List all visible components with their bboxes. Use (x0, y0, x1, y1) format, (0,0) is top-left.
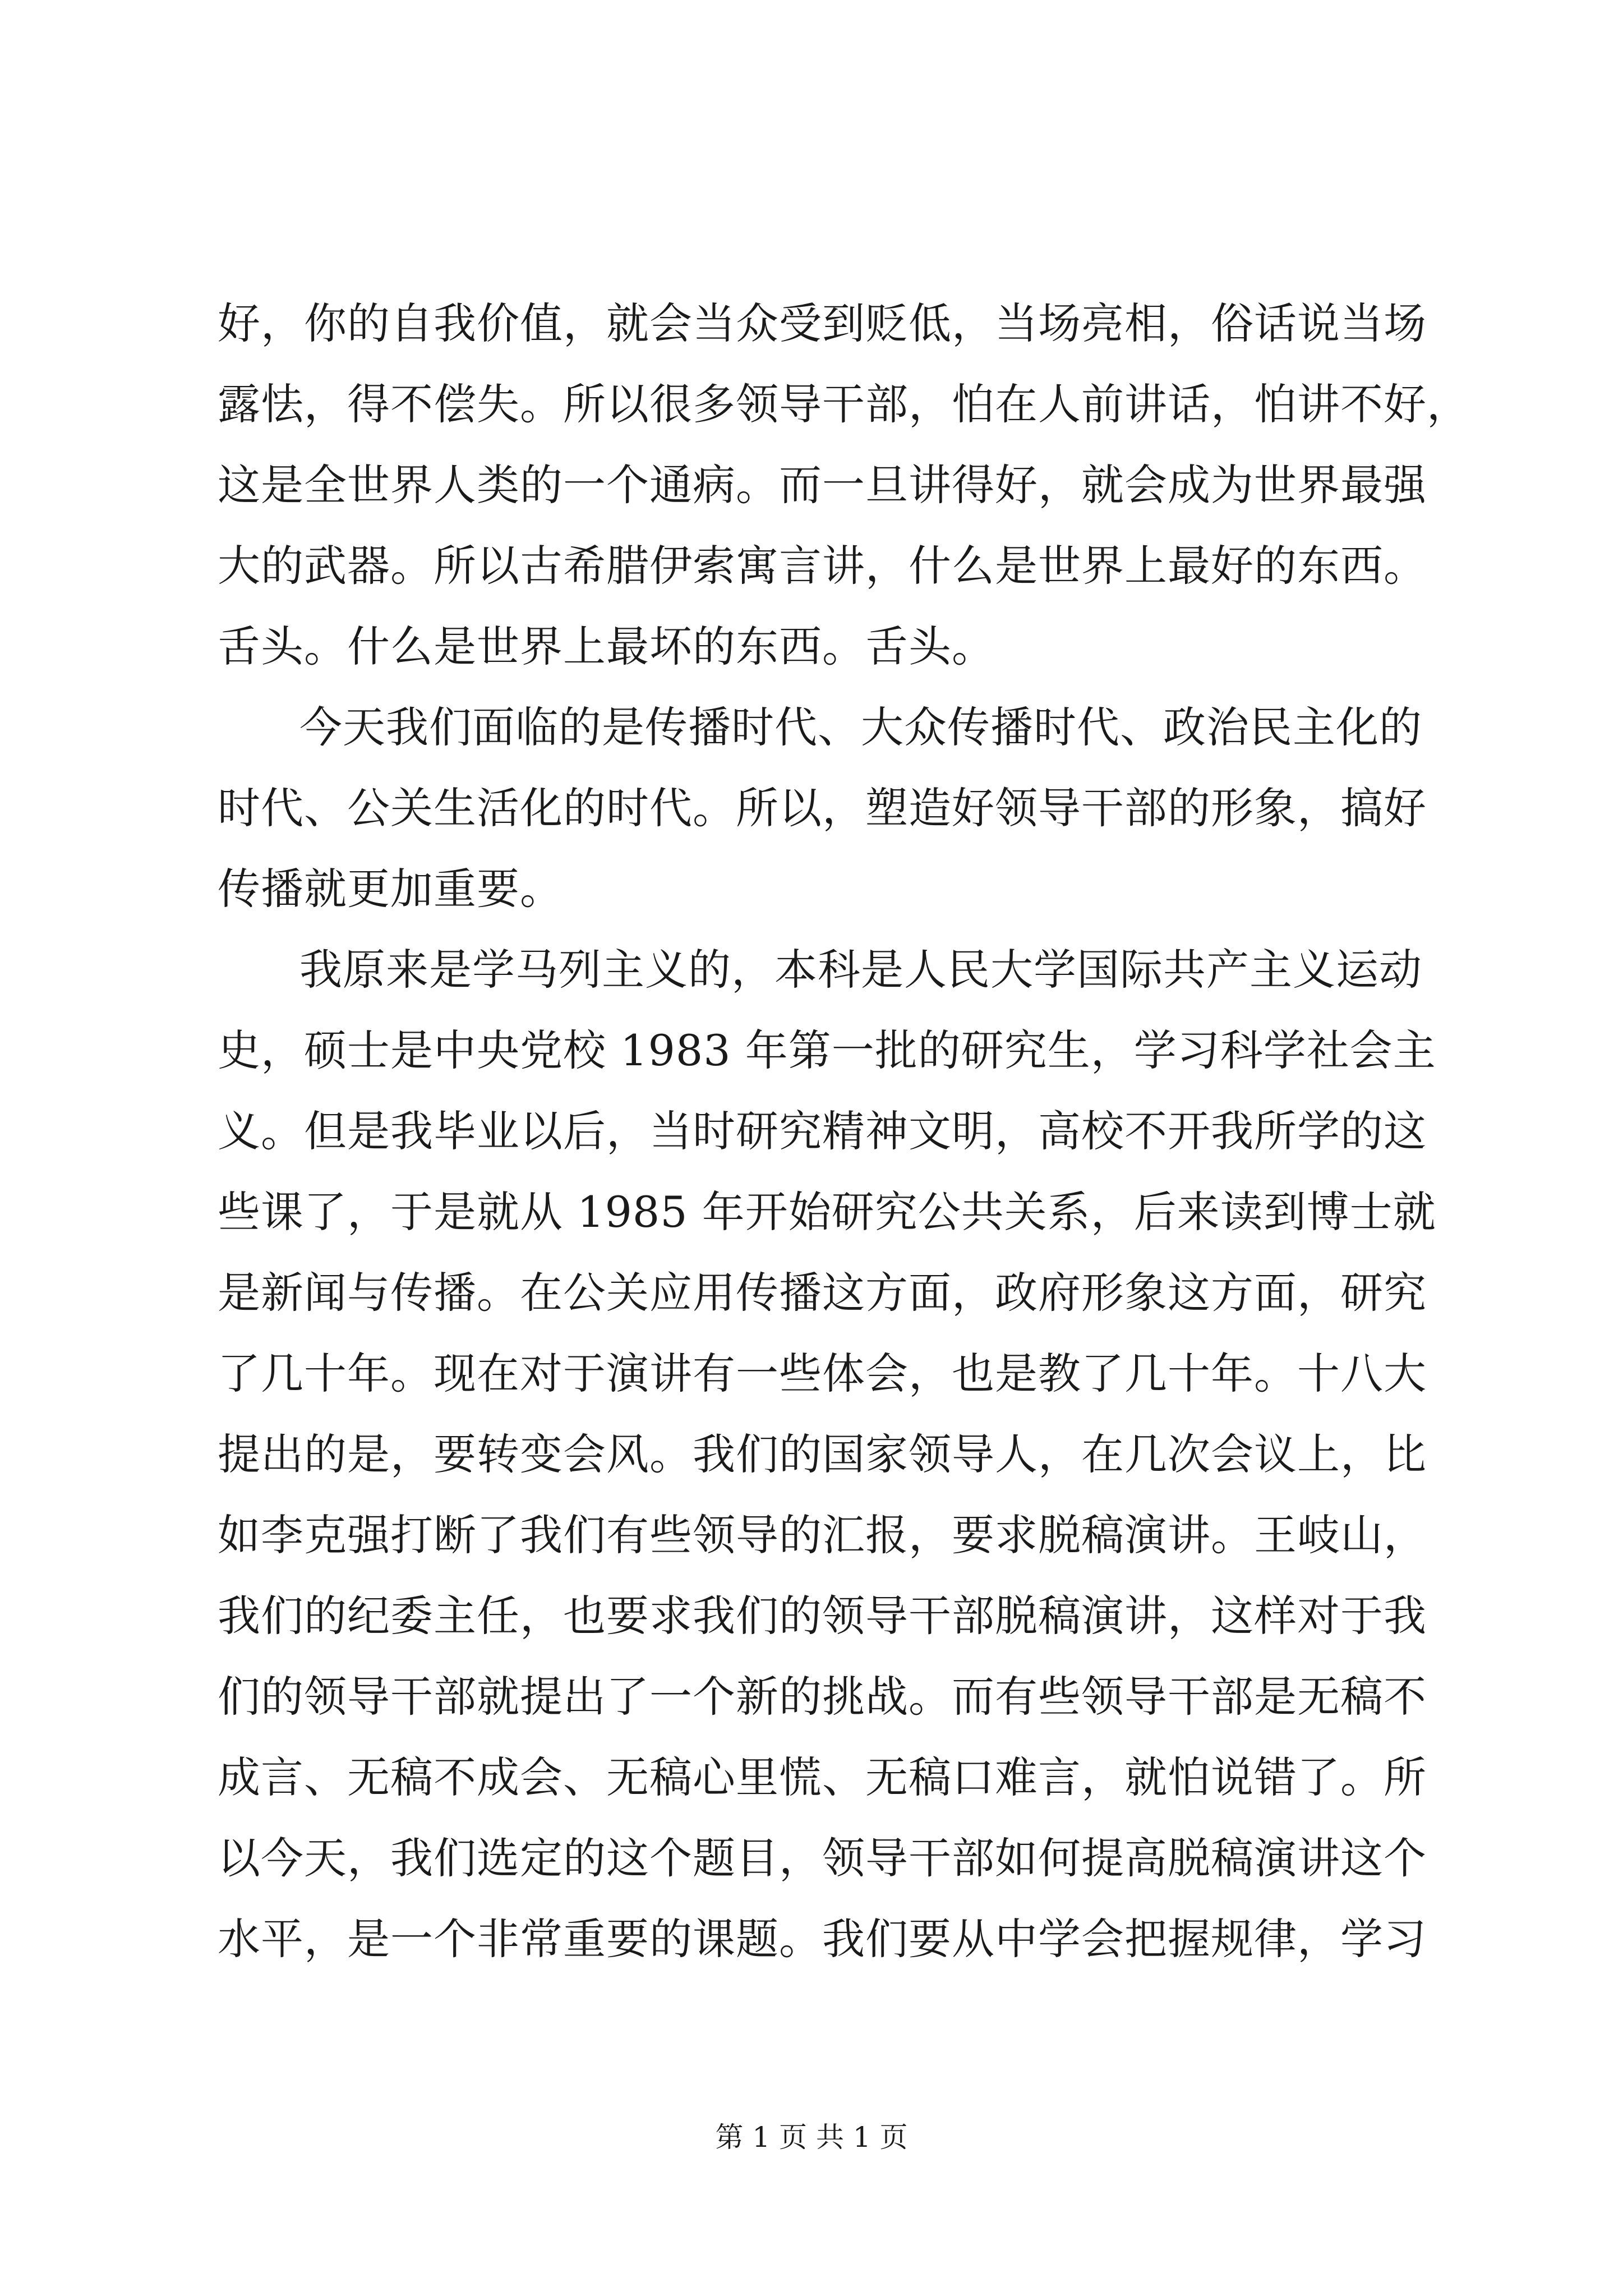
text-line: 大的武器。所以古希腊伊索寓言讲，什么是世界上最好的东西。 (218, 541, 1427, 591)
text-line: 我们的纪委主任，也要求我们的领导干部脱稿演讲，这样对于我 (218, 1591, 1427, 1641)
text-line: 时代、公关生活化的时代。所以，塑造好领导干部的形象，搞好 (218, 783, 1427, 833)
text-line: 些课了，于是就从 1985 年开始研究公共关系，后来读到博士就 (218, 1187, 1436, 1237)
text-line: 传播就更加重要。 (218, 864, 563, 914)
text-line: 史，硕士是中央党校 1983 年第一批的研究生，学习科学社会主 (218, 1025, 1436, 1075)
text-line: 成言、无稿不成会、无稿心里慌、无稿口难言，就怕说错了。所 (218, 1752, 1427, 1802)
text-line: 如李克强打断了我们有些领导的汇报，要求脱稿演讲。王岐山， (218, 1510, 1427, 1560)
text-line: 以今天，我们选定的这个题目，领导干部如何提高脱稿演讲这个 (218, 1833, 1427, 1883)
text-line: 水平，是一个非常重要的课题。我们要从中学会把握规律，学习 (218, 1914, 1427, 1964)
text-line: 是新闻与传播。在公关应用传播这方面，政府形象这方面，研究 (218, 1268, 1427, 1318)
text-line: 我原来是学马列主义的，本科是人民大学国际共产主义运动 (299, 945, 1422, 995)
text-line: 好，你的自我价值，就会当众受到贬低，当场亮相，俗话说当场 (218, 298, 1427, 348)
text-line: 这是全世界人类的一个通病。而一旦讲得好，就会成为世界最强 (218, 460, 1427, 510)
text-line: 们的领导干部就提出了一个新的挑战。而有些领导干部是无稿不 (218, 1672, 1427, 1722)
text-line: 舌头。什么是世界上最坏的东西。舌头。 (218, 622, 995, 671)
text-line: 提出的是，要转变会风。我们的国家领导人，在几次会议上，比 (218, 1429, 1427, 1479)
text-line: 今天我们面临的是传播时代、大众传播时代、政治民主化的 (299, 702, 1422, 752)
text-line: 露怯，得不偿失。所以很多领导干部，怕在人前讲话，怕讲不好， (218, 379, 1470, 429)
document-body (218, 283, 1470, 1980)
text-line: 义。但是我毕业以后，当时研究精神文明，高校不开我所学的这 (218, 1106, 1427, 1156)
page-number-footer: 第 1 页 共 1 页 (715, 2121, 908, 2154)
text-line: 了几十年。现在对于演讲有一些体会，也是教了几十年。十八大 (218, 1349, 1427, 1398)
